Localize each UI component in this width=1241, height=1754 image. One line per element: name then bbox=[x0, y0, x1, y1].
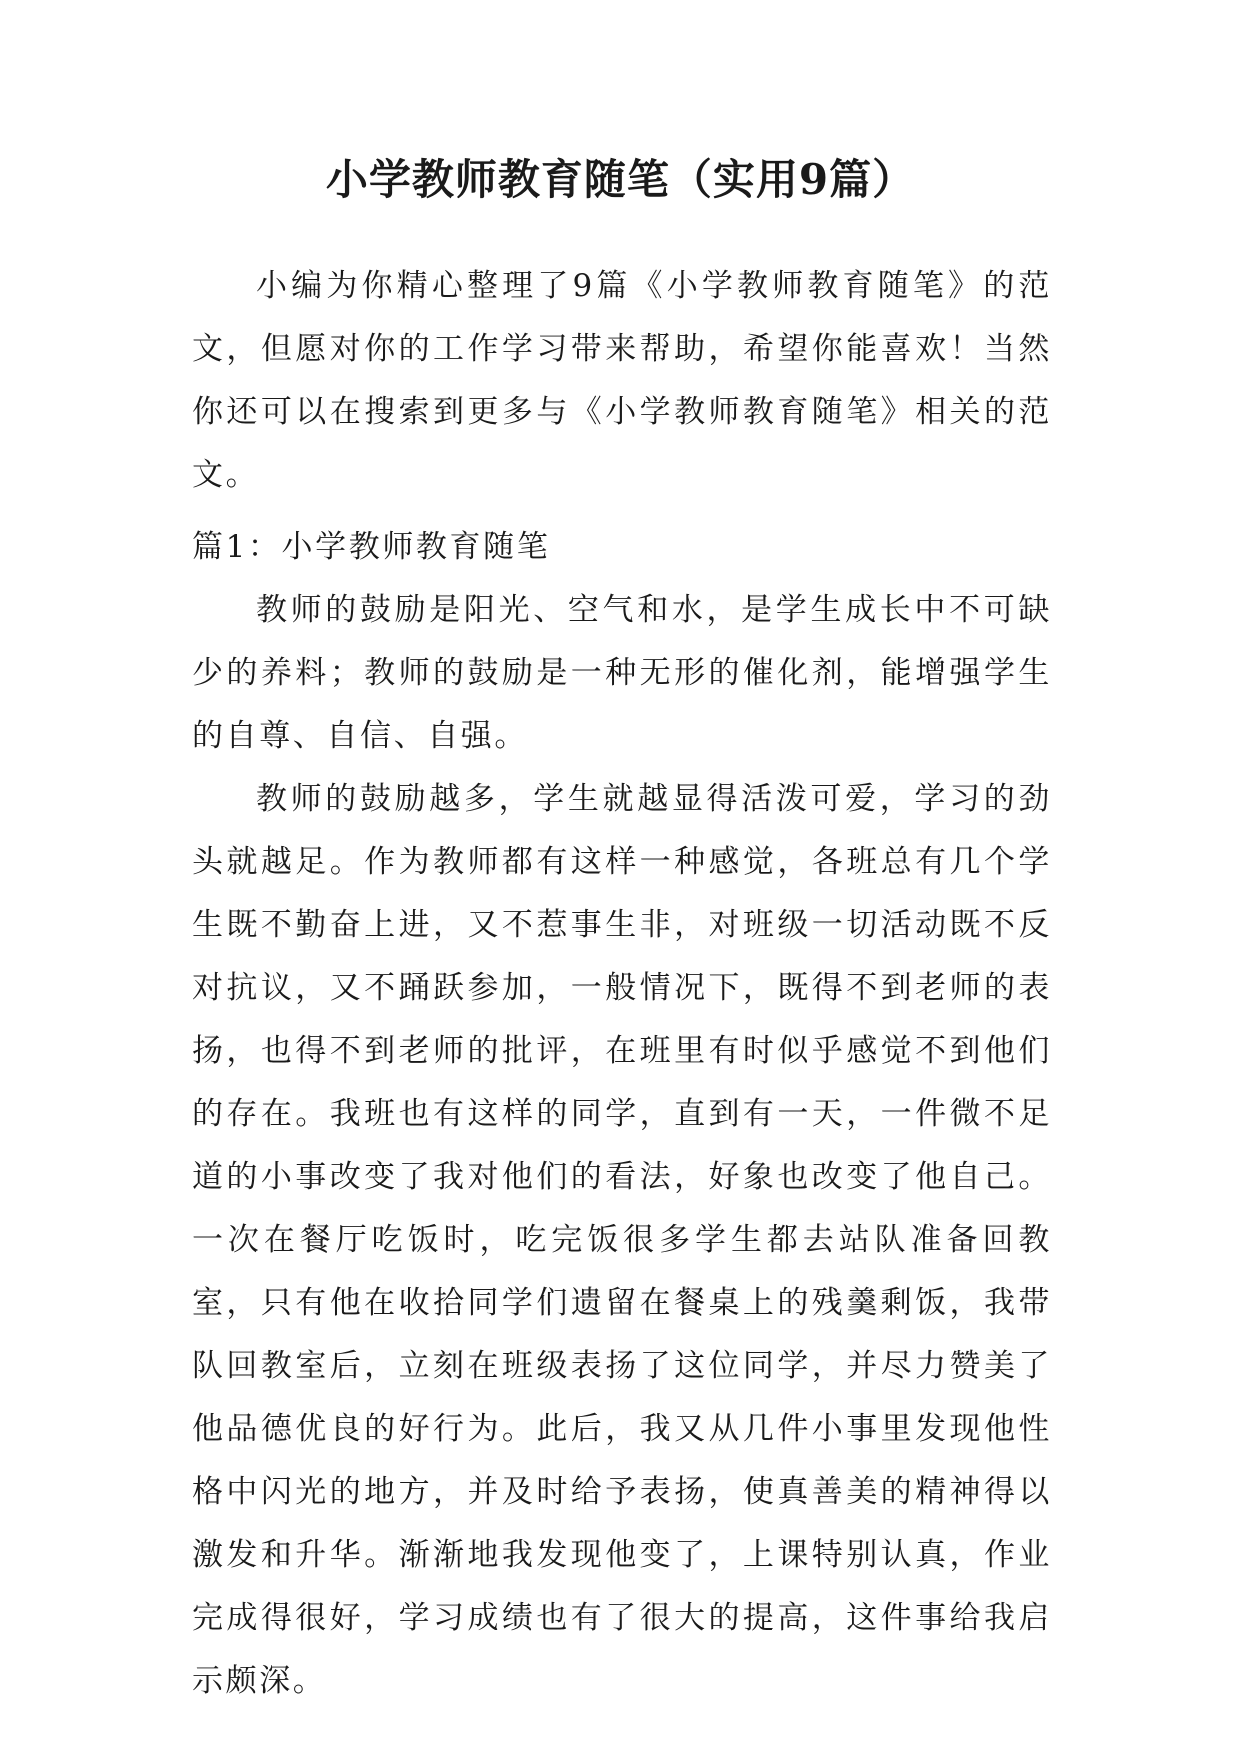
section-heading: 篇1：小学教师教育随笔 bbox=[192, 529, 551, 565]
intro-paragraph: 小编为你精心整理了9篇《小学教师教育随笔》的范文，但愿对你的工作学习带来帮助，希望你能喜欢！当然你还可以在搜索到更多与《小学教师教育随笔》相关的范文。 bbox=[192, 268, 1052, 493]
section-paragraph: 教师的鼓励越多，学生就越显得活泼可爱，学习的劲头就越足。作为教师都有这样一种感觉，各班总有几个学生既不勤奋上进，又不惹事生非，对班级一切活动既不反对抗议，又不踊跃参加，一般情况下，既得不到老师的表扬，也得不到老师的批评，在班里有时似乎感觉不到他们的存在。我班也有这样的同学，直到有一天，一件微不足道的小事改变了我对他们的看法，好象也改变了他自己。一次在餐厅吃饭时，吃完饭很多学生都去站队准备回教室，只有他在收拾同学们遗留在餐桌上的残羹剩饭，我带队回教室后，立刻在班级表扬了这位同学，并尽力赞美了他品德优良的好行为。此后，我又从几件小事里发现他性格中闪光的地方，并及时给予表扬，使真善美的精神得以激发和升华。渐渐地我发现他变了，上课特别认真，作业完成得很好，学习成绩也有了很大的提高，这件事给我启示颇深。 bbox=[192, 781, 1052, 1699]
section-paragraph: 教师的鼓励是阳光、空气和水，是学生成长中不可缺少的养料；教师的鼓励是一种无形的催化剂，能增强学生的自尊、自信、自强。 bbox=[192, 592, 1052, 754]
document-title: 小学教师教育随笔（实用9篇） bbox=[325, 155, 916, 204]
